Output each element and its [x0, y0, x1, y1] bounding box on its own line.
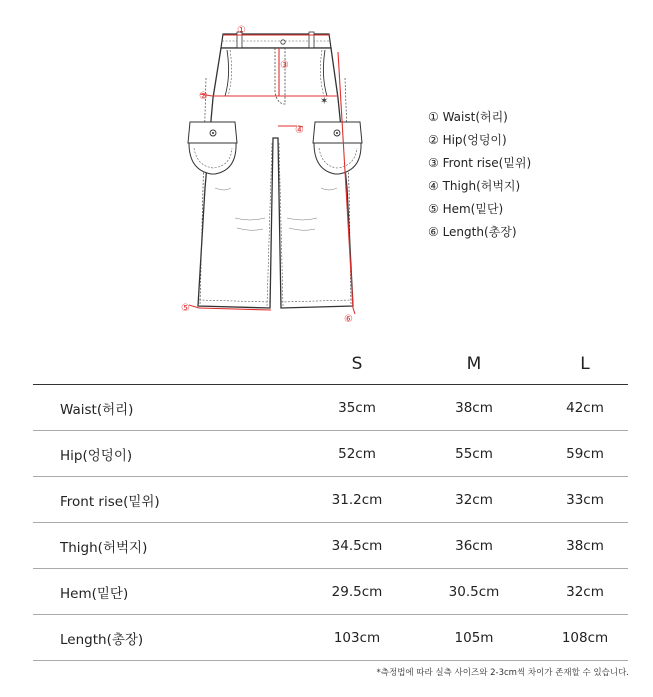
- row-label: Length(총장): [60, 631, 144, 648]
- cell-s: 31.2cm: [331, 491, 383, 508]
- cell-l: 59cm: [566, 445, 604, 462]
- row-label: Hip(엉덩이): [60, 447, 133, 464]
- table-row: [33, 523, 628, 569]
- cell-l: 108cm: [561, 629, 609, 646]
- right-cargo-pocket: [313, 122, 362, 174]
- legend-item-waist: ① Waist(허리): [428, 110, 508, 124]
- table-row: [33, 431, 628, 477]
- row-label: Hem(밑단): [60, 585, 129, 602]
- pants-outline: [198, 48, 353, 308]
- marker-hip: ②: [199, 91, 208, 102]
- measurement-footnote: *측정법에 따라 실측 사이즈와 2-3cm씩 차이가 존재할 수 있습니다.: [376, 668, 629, 678]
- table-row: [33, 569, 628, 615]
- header-size-s: S: [351, 354, 363, 374]
- row-label: Thigh(허벅지): [60, 539, 148, 556]
- cell-s: 103cm: [333, 629, 381, 646]
- legend-item-hip: ② Hip(엉덩이): [428, 133, 507, 147]
- header-size-m: M: [466, 354, 482, 374]
- cell-m: 38cm: [455, 399, 493, 416]
- header-size-l: L: [580, 354, 590, 374]
- cell-m: 32cm: [455, 491, 493, 508]
- table-row: [33, 385, 628, 431]
- cell-l: 42cm: [566, 399, 604, 416]
- marker-hem: ⑤: [181, 303, 190, 314]
- row-label: Waist(허리): [60, 401, 134, 418]
- cell-m: 55cm: [455, 445, 493, 462]
- cell-m: 105m: [454, 629, 494, 646]
- size-table: [33, 350, 628, 661]
- marker-length: ⑥: [344, 314, 353, 325]
- measurement-legend: [428, 106, 531, 244]
- legend-item-hem: ⑤ Hem(밑단): [428, 202, 504, 216]
- cell-s: 29.5cm: [331, 583, 383, 600]
- cell-s: 35cm: [338, 399, 376, 416]
- row-label: Front rise(밑위): [60, 493, 160, 510]
- star-icon: ✶: [320, 96, 329, 107]
- table-row: [33, 615, 628, 661]
- cell-m: 36cm: [455, 537, 493, 554]
- legend-item-length: ⑥ Length(총장): [428, 225, 517, 239]
- cell-m: 30.5cm: [448, 583, 500, 600]
- cell-l: 38cm: [566, 537, 604, 554]
- marker-front-rise: ③: [280, 60, 289, 71]
- legend-item-front-rise: ③ Front rise(밑위): [428, 156, 532, 170]
- pants-illustration: [175, 18, 375, 328]
- left-cargo-pocket: [188, 122, 237, 174]
- table-header: [33, 350, 628, 385]
- cell-s: 52cm: [338, 445, 376, 462]
- marker-thigh: ④: [295, 125, 304, 136]
- cell-s: 34.5cm: [331, 537, 383, 554]
- legend-item-thigh: ④ Thigh(허벅지): [428, 179, 521, 193]
- pants-measurement-diagram: [175, 18, 375, 328]
- cell-l: 32cm: [566, 583, 604, 600]
- marker-waist: ①: [237, 25, 246, 36]
- cell-l: 33cm: [566, 491, 604, 508]
- table-row: [33, 477, 628, 523]
